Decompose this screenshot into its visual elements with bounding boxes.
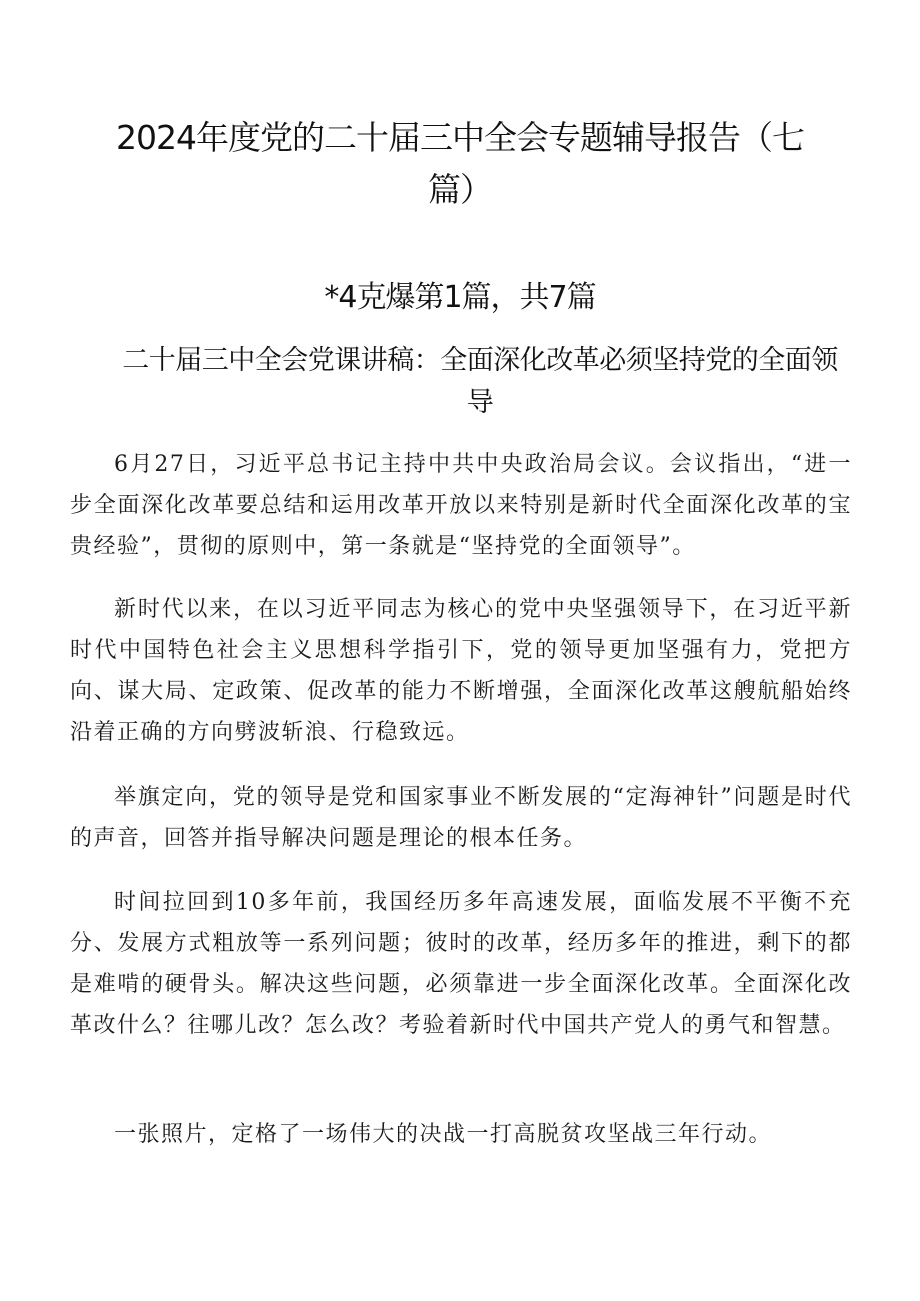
paragraph: 6月27日，习近平总书记主持中共中央政治局会议。会议指出，“进一步全面深化改革要总结和运用改革开放以来特别是新时代全面深化改革的宝贵经验”，贯彻的原则中，第一条就是“坚持党的全面领导”。 xyxy=(70,452,852,559)
article-title: 二十届三中全会党课讲稿：全面深化改革必须坚持党的全面领导 xyxy=(122,345,838,418)
paragraph: 举旗定向，党的领导是党和国家事业不断发展的“定海神针”问题是时代的声音，回答并指导解决问题是理论的根本任务。 xyxy=(70,785,852,851)
document-title: 2024年度党的二十届三中全会专题辅导报告（七篇） xyxy=(116,118,804,209)
paragraph: 新时代以来，在以习近平同志为核心的党中央坚强领导下，在习近平新时代中国特色社会主义思想科学指引下，党的领导更加坚强有力，党把方向、谋大局、定政策、促改革的能力不断增强，全面深化改革这艘航船始终沿着正确的方向劈波斩浪、行稳致远。 xyxy=(70,597,852,745)
paragraph: 一张照片，定格了一场伟大的决战一打高脱贫攻坚战三年行动。 xyxy=(114,1122,773,1147)
document-subtitle: *4克爆第1篇，共7篇 xyxy=(324,280,596,315)
paragraph: 时间拉回到10多年前，我国经历多年高速发展，面临发展不平衡不充分、发展方式粗放等一系列问题；彼时的改革，经历多年的推进，剩下的都是难啃的硬骨头。解决这些问题，必须靠进一步全面深化改革。全面深化改革改什么？往哪儿改？怎么改？考验着新时代中国共产党人的勇气和智慧。 xyxy=(70,890,852,1038)
